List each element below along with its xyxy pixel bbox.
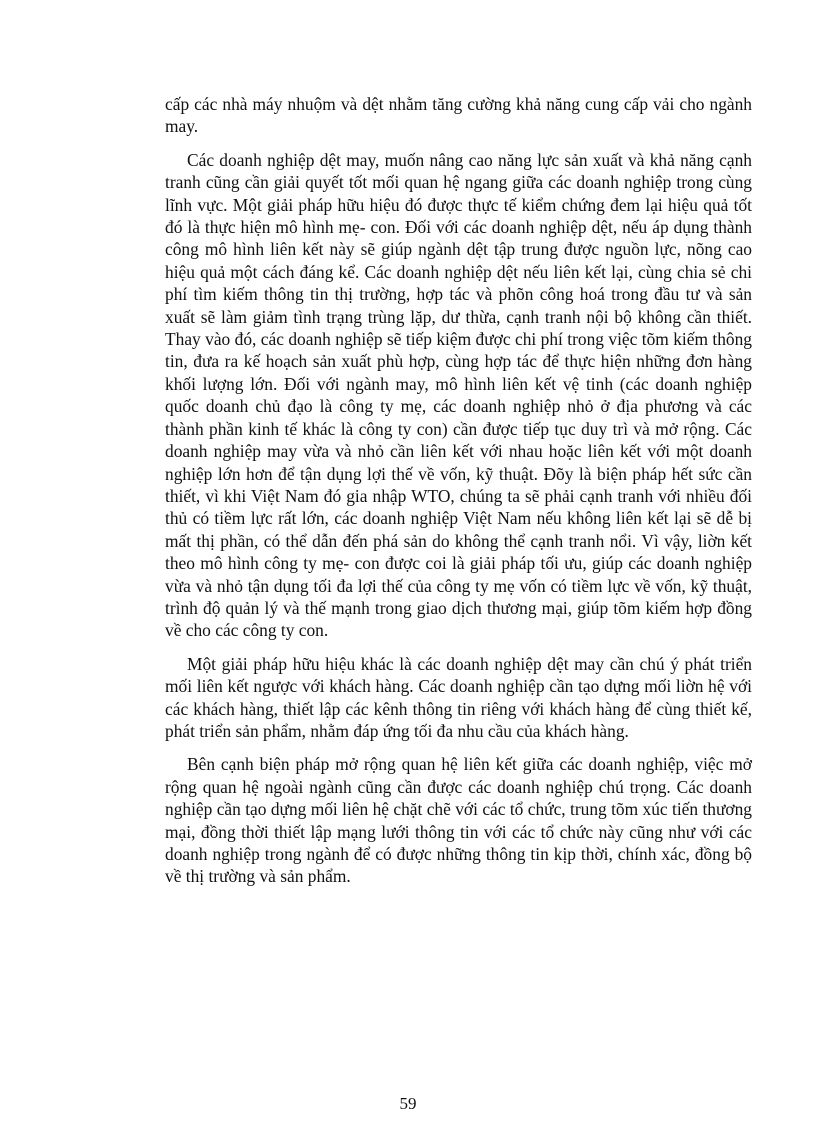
paragraph-horizontal-linkage: Các doanh nghiệp dệt may, muốn nâng cao năng lực sản xuất và khả năng cạnh tranh cũng cần giải quyết tốt mối quan hệ ngang giữa các doanh nghiệp trong cùng lĩnh vực. Một giải pháp hữu hiệu đó được thực tế kiểm chứng đem lại hiệu quả tốt đó là thực hiện mô hình mẹ- con. Đối với các doanh nghiệp dệt, nếu áp dụng thành công mô hình liên kết này sẽ giúp ngành dệt tập trung được nguồn lực, nõng cao hiệu quả một cách đáng kể. Các doanh nghiệp dệt nếu liên kết lại, cùng chia sẻ chi phí tìm kiếm thông tin thị trường, hợp tác và phõn công hoá trong đầu tư và sản xuất sẽ làm giảm tình trạng trùng lặp, dư thừa, cạnh tranh nội bộ không cần thiết. Thay vào đó, các doanh nghiệp sẽ tiếp kiệm được chi phí trong việc tõm kiếm thông tin, đưa ra kế hoạch sản xuất phù hợp, cùng hợp tác để thực hiện những đơn hàng khối lượng lớn. Đối với ngành may, mô hình liên kết vệ tinh (các doanh nghiệp quốc doanh chủ đạo là công ty mẹ, các doanh nghiệp nhỏ ở địa phương và các thành phần kinh tế khác là công ty con) cần được tiếp tục duy trì và mở rộng. Các doanh nghiệp may vừa và nhỏ cần liên kết với nhau hoặc liên kết với một doanh nghiệp lớn hơn để tận dụng lợi thế về vốn, kỹ thuật. Đõy là biện pháp hết sức cần thiết, vì khi Việt Nam đó gia nhập WTO, chúng ta sẽ phải cạnh tranh với nhiều đối thủ có tiềm lực rất lớn, các doanh nghiệp Việt Nam nếu không liên kết lại sẽ dễ bị mất thị phần, có thể dẫn đến phá sản do không thể cạnh tranh nổi. Vì vậy, liờn kết theo mô hình công ty mẹ- con được coi là giải pháp tối ưu, giúp các doanh nghiệp vừa và nhỏ tận dụng tối đa lợi thế của công ty mẹ vốn có tiềm lực về vốn, kỹ thuật, trình độ quản lý và thế mạnh trong giao dịch thương mại, giúp tõm kiếm hợp đồng về cho các công ty con. bbox=[165, 149, 752, 641]
body-text bbox=[165, 93, 752, 899]
paragraph-continuation: cấp các nhà máy nhuộm và dệt nhằm tăng cường khả năng cung cấp vải cho ngành may. bbox=[165, 94, 752, 137]
paragraph-external-relations: Bên cạnh biện pháp mở rộng quan hệ liên kết giữa các doanh nghiệp, việc mở rộng quan hệ ngoài ngành cũng cần được các doanh nghiệp chú trọng. Các doanh nghiệp cần tạo dựng mối liên hệ chặt chẽ với các tổ chức, trung tõm xúc tiến thương mại, đồng thời thiết lập mạng lưới thông tin với các tổ chức này cũng như với các doanh nghiệp trong ngành để có được những thông tin kịp thời, chính xác, đồng bộ về thị trường và sản phẩm. bbox=[165, 754, 752, 887]
page-number: 59 bbox=[399, 1094, 417, 1113]
paragraph-backward-linkage: Một giải pháp hữu hiệu khác là các doanh nghiệp dệt may cần chú ý phát triển mối liên kết ngược với khách hàng. Các doanh nghiệp cần tạo dựng mối liờn hệ với các khách hàng, thiết lập các kênh thông tin riêng với khách hàng để cùng thiết kế, phát triển sản phẩm, nhằm đáp ứng tối đa nhu cầu của khách hàng. bbox=[165, 653, 752, 741]
